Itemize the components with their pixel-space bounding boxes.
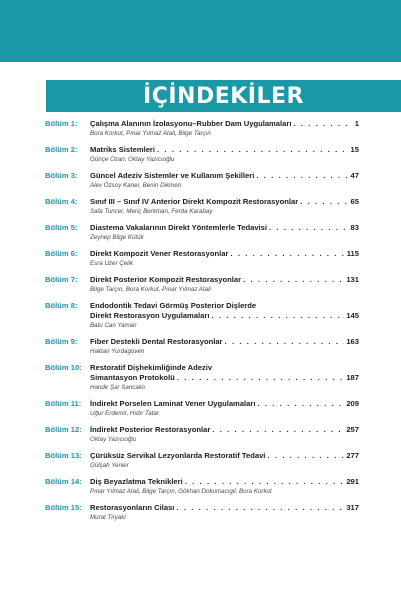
toc-entry-1[interactable] — [0, 119, 401, 138]
toc-entry-4[interactable] — [0, 197, 401, 216]
chapter-label: Bölüm 5: — [45, 223, 78, 232]
page-number: 83 — [350, 223, 359, 232]
dot-leader — [269, 223, 349, 233]
top-color-band — [0, 0, 401, 62]
toc-entry-15[interactable] — [0, 503, 401, 522]
chapter-authors: Bilge Tarçın, Bora Korkut, Pınar Yılmaz Atali — [90, 286, 211, 293]
toc-entry-11[interactable] — [0, 399, 401, 418]
chapter-title: Çürüksüz Servikal Lezyonlarda Restoratif Tedavi — [90, 451, 266, 460]
chapter-authors: Safa Tuncer, Meriç Berkman, Ferda Karabay — [90, 208, 213, 215]
chapter-title-line — [90, 171, 359, 181]
chapter-title: Matriks Sistemleri — [90, 145, 155, 154]
chapter-title: İndirekt Posterior Restorasyonlar — [90, 425, 211, 434]
page-number: 131 — [346, 275, 359, 284]
page-number: 115 — [346, 249, 359, 258]
chapter-label: Bölüm 3: — [45, 171, 78, 180]
page-number: 47 — [350, 171, 359, 180]
chapter-title: Restorasyonların Cilası — [90, 503, 175, 512]
chapter-title-first-line: Restoratif Dişhekimliğinde Adeziv — [90, 363, 213, 372]
page-number: 65 — [350, 197, 359, 206]
chapter-title: Direkt Posterior Kompozit Restorasyonlar — [90, 275, 242, 284]
chapter-title-line — [90, 249, 359, 259]
dot-leader — [157, 145, 349, 155]
dot-leader — [300, 197, 348, 207]
toc-entry-3[interactable] — [0, 171, 401, 190]
chapter-title: Diastema Vakalarının Direkt Yöntemlerle Tedavisi — [90, 223, 267, 232]
chapter-title-line — [90, 399, 359, 409]
contents-title-bar — [46, 80, 401, 112]
chapter-authors: Esra Uzer Çelik — [90, 260, 133, 267]
chapter-authors: Uğur Erdemir, Hıdır Tatar — [90, 410, 159, 417]
chapter-title-line — [90, 451, 359, 461]
toc-entry-7[interactable] — [0, 275, 401, 294]
chapter-label: Bölüm 6: — [45, 249, 78, 258]
chapter-title: Direkt Kompozit Vener Restorasyonlar — [90, 249, 229, 258]
dot-leader — [212, 425, 344, 435]
chapter-label: Bölüm 8: — [45, 301, 78, 310]
chapter-title-line — [90, 425, 359, 435]
chapter-title-line — [90, 337, 359, 347]
page-number: 1 — [354, 119, 359, 128]
table-of-contents — [0, 119, 401, 529]
chapter-label: Bölüm 9: — [45, 337, 78, 346]
dot-leader — [176, 503, 344, 513]
page-number: 209 — [346, 399, 359, 408]
chapter-title-line — [90, 275, 359, 285]
toc-entry-9[interactable] — [0, 337, 401, 356]
dot-leader — [185, 477, 345, 487]
dot-leader — [225, 337, 345, 347]
page-number: 277 — [346, 451, 359, 460]
chapter-label: Bölüm 10: — [45, 363, 82, 372]
page-number: 291 — [346, 477, 359, 486]
toc-entry-10[interactable] — [0, 363, 401, 392]
chapter-authors: Oktay Yazıcıoğlu — [90, 436, 137, 443]
chapter-authors: Zeynep Bilge Kütük — [90, 234, 144, 241]
chapter-title: Fiber Destekli Dental Restorasyonlar — [90, 337, 223, 346]
chapter-label: Bölüm 4: — [45, 197, 78, 206]
toc-entry-2[interactable] — [0, 145, 401, 164]
dot-leader — [230, 249, 344, 259]
chapter-label: Bölüm 13: — [45, 451, 82, 460]
page-number: 163 — [346, 337, 359, 346]
page-number: 15 — [350, 145, 359, 154]
dot-leader — [177, 373, 345, 383]
page-number: 187 — [346, 373, 359, 382]
toc-entry-5[interactable] — [0, 223, 401, 242]
chapter-label: Bölüm 2: — [45, 145, 78, 154]
chapter-label: Bölüm 7: — [45, 275, 78, 284]
chapter-title-first-line: Endodontik Tedavi Görmüş Posterior Dişlerde — [90, 301, 257, 310]
chapter-title-line — [90, 223, 359, 233]
toc-entry-14[interactable] — [0, 477, 401, 496]
chapter-authors: Murat Tiryaki — [90, 514, 126, 521]
chapter-title: Simantasyon Protokolü — [90, 373, 175, 382]
chapter-label: Bölüm 11: — [45, 399, 82, 408]
chapter-title-line — [90, 373, 359, 383]
dot-leader — [267, 451, 344, 461]
chapter-authors: Günçe Ozan, Oktay Yazıcıoğlu — [90, 156, 175, 163]
chapter-title-line — [90, 119, 359, 129]
chapter-title-line — [90, 503, 359, 513]
dot-leader — [293, 119, 352, 129]
chapter-title: Sınıf III – Sınıf IV Anterior Direkt Kompozit Restorasyonlar — [90, 197, 299, 206]
chapter-title-line — [90, 311, 359, 321]
chapter-authors: Gülşah Yenier — [90, 462, 129, 469]
chapter-authors: Bora Korkut, Pınar Yılmaz Atali, Bilge Tarçın — [90, 130, 211, 137]
dot-leader — [256, 171, 348, 181]
toc-entry-12[interactable] — [0, 425, 401, 444]
chapter-authors: Batu Can Yaman — [90, 322, 137, 329]
chapter-title-line — [90, 145, 359, 155]
chapter-title-line — [90, 197, 359, 207]
chapter-title: Diş Beyazlatma Teknikleri — [90, 477, 183, 486]
dot-leader — [243, 275, 344, 285]
chapter-title: Güncel Adeziv Sistemler ve Kullanım Şekilleri — [90, 171, 255, 180]
chapter-title: İndirekt Porselen Laminat Vener Uygulamaları — [90, 399, 256, 408]
chapter-title-line — [90, 477, 359, 487]
toc-entry-8[interactable] — [0, 301, 401, 330]
page-number: 317 — [346, 503, 359, 512]
chapter-authors: Pınar Yılmaz Atali, Bilge Tarçın, Gökhan Dokumacıgil, Bora Korkut — [90, 488, 272, 495]
chapter-label: Bölüm 14: — [45, 477, 82, 486]
chapter-authors: Haktan Yurdagüven — [90, 348, 145, 355]
chapter-title: Direkt Restorasyon Uygulamaları — [90, 311, 210, 320]
toc-entry-6[interactable] — [0, 249, 401, 268]
chapter-title: Çalışma Alanının İzolasyonu–Rubber Dam Uygulamaları — [90, 119, 292, 128]
chapter-label: Bölüm 1: — [45, 119, 78, 128]
chapter-label: Bölüm 15: — [45, 503, 82, 512]
chapter-label: Bölüm 12: — [45, 425, 82, 434]
chapter-authors: Alev Özsoy Kaner, Benin Dikmen — [90, 182, 182, 189]
chapter-authors: Hande Şar Sancaklı — [90, 384, 146, 391]
page-title: İÇİNDEKİLER — [143, 83, 304, 109]
dot-leader — [257, 399, 344, 409]
page-number: 145 — [346, 311, 359, 320]
toc-entry-13[interactable] — [0, 451, 401, 470]
page-number: 257 — [346, 425, 359, 434]
dot-leader — [211, 311, 344, 321]
